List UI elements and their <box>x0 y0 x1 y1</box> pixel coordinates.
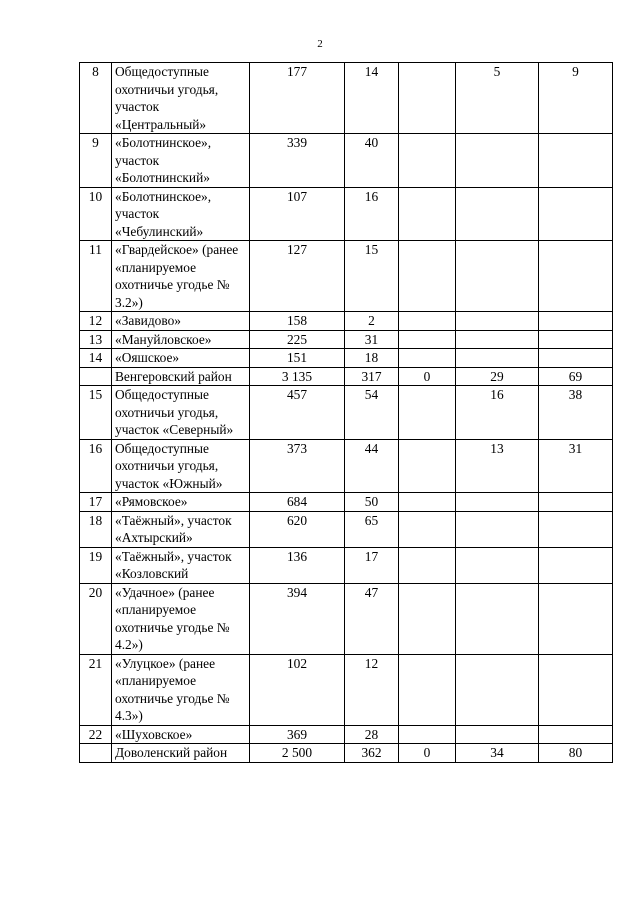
ground-name-cell: Общедоступные охотничьи угодья, участок «Центральный» <box>112 63 250 134</box>
ground-name-cell: Доволенский район <box>112 744 250 763</box>
value-b-cell: 362 <box>345 744 399 763</box>
ground-name-cell: Общедоступные охотничьи угодья, участок «Южный» <box>112 439 250 493</box>
area-cell: 369 <box>250 725 345 744</box>
value-e-cell <box>539 547 613 583</box>
row-number-cell <box>80 744 112 763</box>
value-b-cell: 40 <box>345 134 399 188</box>
area-cell: 394 <box>250 583 345 654</box>
value-d-cell <box>456 330 539 349</box>
area-cell: 373 <box>250 439 345 493</box>
row-number-cell: 19 <box>80 547 112 583</box>
value-b-cell: 2 <box>345 312 399 331</box>
table-row <box>80 134 613 188</box>
value-c-cell <box>399 187 456 241</box>
row-number-cell: 21 <box>80 654 112 725</box>
area-cell: 158 <box>250 312 345 331</box>
ground-name-cell: «Таёжный», участок «Ахтырский» <box>112 511 250 547</box>
value-e-cell <box>539 312 613 331</box>
ground-name-cell: «Таёжный», участок «Козловский <box>112 547 250 583</box>
value-d-cell: 34 <box>456 744 539 763</box>
table-row <box>80 187 613 241</box>
value-c-cell <box>399 511 456 547</box>
value-b-cell: 14 <box>345 63 399 134</box>
value-d-cell <box>456 654 539 725</box>
value-c-cell <box>399 439 456 493</box>
value-d-cell <box>456 134 539 188</box>
value-d-cell <box>456 511 539 547</box>
ground-name-cell: «Гвардейское» (ранее «планируемое охотничье угодье № 3.2») <box>112 241 250 312</box>
value-d-cell <box>456 312 539 331</box>
table-row <box>80 493 613 512</box>
value-d-cell <box>456 349 539 368</box>
table-row <box>80 312 613 331</box>
value-b-cell: 12 <box>345 654 399 725</box>
area-cell: 107 <box>250 187 345 241</box>
value-b-cell: 65 <box>345 511 399 547</box>
ground-name-cell: «Улуцкое» (ранее «планируемое охотничье угодье № 4.3») <box>112 654 250 725</box>
value-d-cell: 16 <box>456 386 539 440</box>
ground-name-cell: Венгеровский район <box>112 367 250 386</box>
table-row <box>80 330 613 349</box>
ground-name-cell: «Удачное» (ранее «планируемое охотничье угодье № 4.2») <box>112 583 250 654</box>
table-row <box>80 386 613 440</box>
value-d-cell: 13 <box>456 439 539 493</box>
table-body <box>80 63 613 763</box>
value-e-cell <box>539 583 613 654</box>
row-number-cell: 22 <box>80 725 112 744</box>
value-b-cell: 317 <box>345 367 399 386</box>
row-number-cell: 8 <box>80 63 112 134</box>
value-e-cell <box>539 241 613 312</box>
area-cell: 127 <box>250 241 345 312</box>
value-c-cell: 0 <box>399 744 456 763</box>
value-d-cell <box>456 241 539 312</box>
value-b-cell: 54 <box>345 386 399 440</box>
value-c-cell <box>399 241 456 312</box>
value-e-cell: 69 <box>539 367 613 386</box>
value-c-cell <box>399 493 456 512</box>
value-e-cell <box>539 134 613 188</box>
table-row <box>80 511 613 547</box>
value-b-cell: 28 <box>345 725 399 744</box>
table-row <box>80 547 613 583</box>
value-b-cell: 18 <box>345 349 399 368</box>
row-number-cell: 17 <box>80 493 112 512</box>
ground-name-cell: «Рямовское» <box>112 493 250 512</box>
value-c-cell <box>399 349 456 368</box>
page-number: 2 <box>317 38 323 50</box>
row-number-cell: 10 <box>80 187 112 241</box>
value-c-cell: 0 <box>399 367 456 386</box>
table-row <box>80 241 613 312</box>
row-number-cell <box>80 367 112 386</box>
table-row <box>80 744 613 763</box>
value-c-cell <box>399 134 456 188</box>
value-c-cell <box>399 386 456 440</box>
value-c-cell <box>399 63 456 134</box>
row-number-cell: 15 <box>80 386 112 440</box>
value-e-cell: 9 <box>539 63 613 134</box>
table-row <box>80 583 613 654</box>
value-e-cell <box>539 493 613 512</box>
area-cell: 339 <box>250 134 345 188</box>
value-d-cell <box>456 725 539 744</box>
value-e-cell <box>539 725 613 744</box>
table-row <box>80 349 613 368</box>
area-cell: 620 <box>250 511 345 547</box>
table-row <box>80 725 613 744</box>
hunting-grounds-table <box>79 62 613 763</box>
value-e-cell <box>539 511 613 547</box>
value-b-cell: 15 <box>345 241 399 312</box>
area-cell: 177 <box>250 63 345 134</box>
area-cell: 151 <box>250 349 345 368</box>
row-number-cell: 9 <box>80 134 112 188</box>
area-cell: 3 135 <box>250 367 345 386</box>
table-row <box>80 654 613 725</box>
value-b-cell: 47 <box>345 583 399 654</box>
ground-name-cell: «Мануйловское» <box>112 330 250 349</box>
value-d-cell: 5 <box>456 63 539 134</box>
value-e-cell <box>539 187 613 241</box>
value-c-cell <box>399 312 456 331</box>
row-number-cell: 18 <box>80 511 112 547</box>
value-c-cell <box>399 330 456 349</box>
value-e-cell <box>539 349 613 368</box>
area-cell: 225 <box>250 330 345 349</box>
value-d-cell <box>456 583 539 654</box>
area-cell: 684 <box>250 493 345 512</box>
row-number-cell: 16 <box>80 439 112 493</box>
value-b-cell: 31 <box>345 330 399 349</box>
value-b-cell: 44 <box>345 439 399 493</box>
ground-name-cell: «Болотнинское», участок «Чебулинский» <box>112 187 250 241</box>
row-number-cell: 13 <box>80 330 112 349</box>
value-c-cell <box>399 547 456 583</box>
area-cell: 2 500 <box>250 744 345 763</box>
area-cell: 136 <box>250 547 345 583</box>
value-e-cell <box>539 654 613 725</box>
value-e-cell: 80 <box>539 744 613 763</box>
value-c-cell <box>399 725 456 744</box>
value-d-cell <box>456 547 539 583</box>
value-d-cell <box>456 187 539 241</box>
value-c-cell <box>399 654 456 725</box>
table-row <box>80 439 613 493</box>
value-b-cell: 16 <box>345 187 399 241</box>
ground-name-cell: «Болотнинское», участок «Болотнинский» <box>112 134 250 188</box>
ground-name-cell: Общедоступные охотничьи угодья, участок «Северный» <box>112 386 250 440</box>
value-d-cell: 29 <box>456 367 539 386</box>
area-cell: 457 <box>250 386 345 440</box>
ground-name-cell: «Завидово» <box>112 312 250 331</box>
ground-name-cell: «Ояшское» <box>112 349 250 368</box>
row-number-cell: 20 <box>80 583 112 654</box>
ground-name-cell: «Шуховское» <box>112 725 250 744</box>
value-b-cell: 50 <box>345 493 399 512</box>
table-row <box>80 367 613 386</box>
value-e-cell: 38 <box>539 386 613 440</box>
area-cell: 102 <box>250 654 345 725</box>
value-e-cell: 31 <box>539 439 613 493</box>
value-b-cell: 17 <box>345 547 399 583</box>
value-d-cell <box>456 493 539 512</box>
row-number-cell: 12 <box>80 312 112 331</box>
table-row <box>80 63 613 134</box>
value-c-cell <box>399 583 456 654</box>
value-e-cell <box>539 330 613 349</box>
row-number-cell: 14 <box>80 349 112 368</box>
row-number-cell: 11 <box>80 241 112 312</box>
